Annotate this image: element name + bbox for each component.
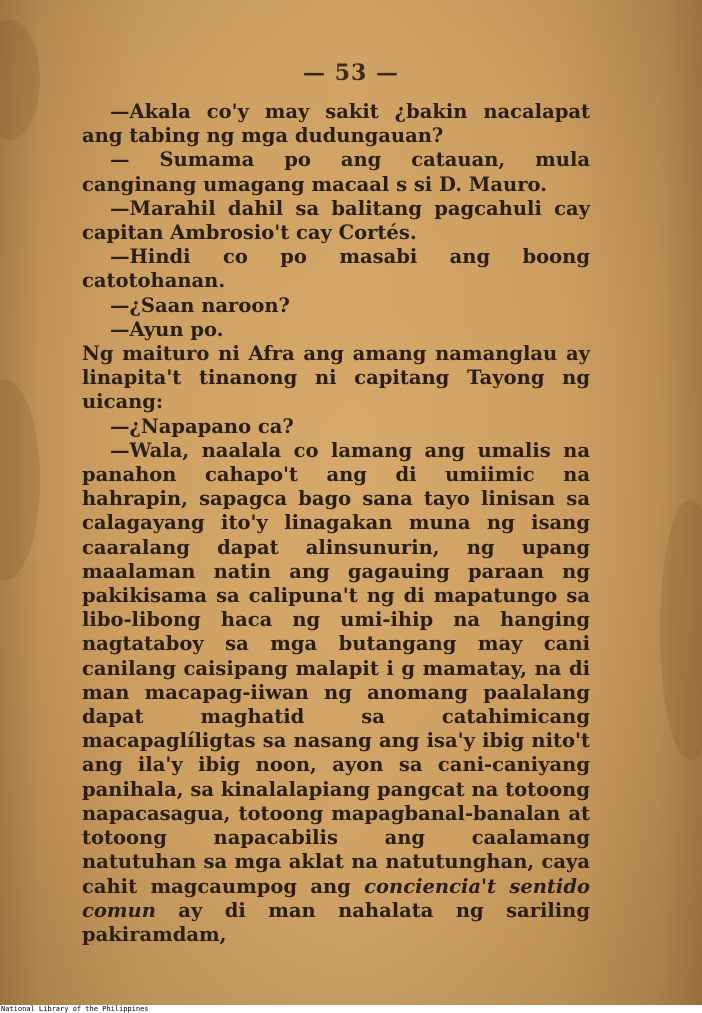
paragraph-text: Ng maituro ni Afra ang amang namanglau ay linapita't tinanong ni capitang Tayong ng uicang: (82, 342, 590, 414)
paragraph-text: —¿Napapano ca? (110, 414, 294, 438)
paper-stain (660, 500, 702, 760)
paragraph-text: —Ayun po. (110, 317, 224, 341)
paragraph (82, 100, 590, 148)
paragraph-text: —Hindi co po masabi ang boong catotohanan. (82, 245, 590, 293)
body-text (82, 100, 590, 947)
paragraph-text: —Marahil dahil sa balitang pagcahuli cay capitan Ambrosio't cay Cortés. (82, 196, 590, 245)
paragraph (82, 148, 590, 196)
paragraph (82, 439, 590, 947)
paper-stain (0, 380, 40, 580)
paragraph-text: — Sumama po ang catauan, mula canginang umagang macaal s si D. Mauro. (82, 148, 590, 196)
paragraph-text: —¿Saan naroon? (110, 293, 290, 317)
paragraph (82, 197, 590, 245)
paragraph (82, 294, 590, 318)
paragraph (82, 318, 590, 342)
paragraph-text: —Akala co'y may sakit ¿bakin nacalapat ang tabing ng mga dudungauan? (82, 100, 590, 148)
page-number: — 53 — (303, 60, 399, 86)
library-credit: National Library of the Philippines (0, 1005, 702, 1013)
paragraph (82, 342, 590, 415)
paragraph-tail: ay di man nahalata ng sariling pakiramdam, (82, 898, 590, 946)
paragraph (82, 245, 590, 293)
paragraph (82, 415, 590, 439)
paragraph-text: —Wala, naalala co lamang ang umalis na panahon cahapo't ang di umiimic na hahrapin, sapagca bago sana tayo linisan sa calagayang ito'y linagakan muna ng isang caaralang dapat alinsunurin, ng upang maalaman natin ang gagauing paraan ng pakikisama sa calipuna't ng di mapatungo sa libo-libong haca ng umi-ihip na hanging nagtataboy sa mga butangang may cani canilang caisipang malapit i g mamatay, na di man macapag-iiwan ng anomang paalalang dapat maghatid sa catahimicang macapaglíligtas sa nasang ang isa'y ibig nito't ang ila'y ibig noon, ayon sa cani-caniyang panihala, sa kinalalapiang pangcat na totoong napacasagua, totoong mapagbanal-banalan at totoong napacabilis ang caalamang natutuhan sa mga aklat na natutunghan, caya cahit magcaumpog ang (82, 438, 590, 898)
italic-phrase: conciencia't sentido comun (82, 874, 590, 922)
